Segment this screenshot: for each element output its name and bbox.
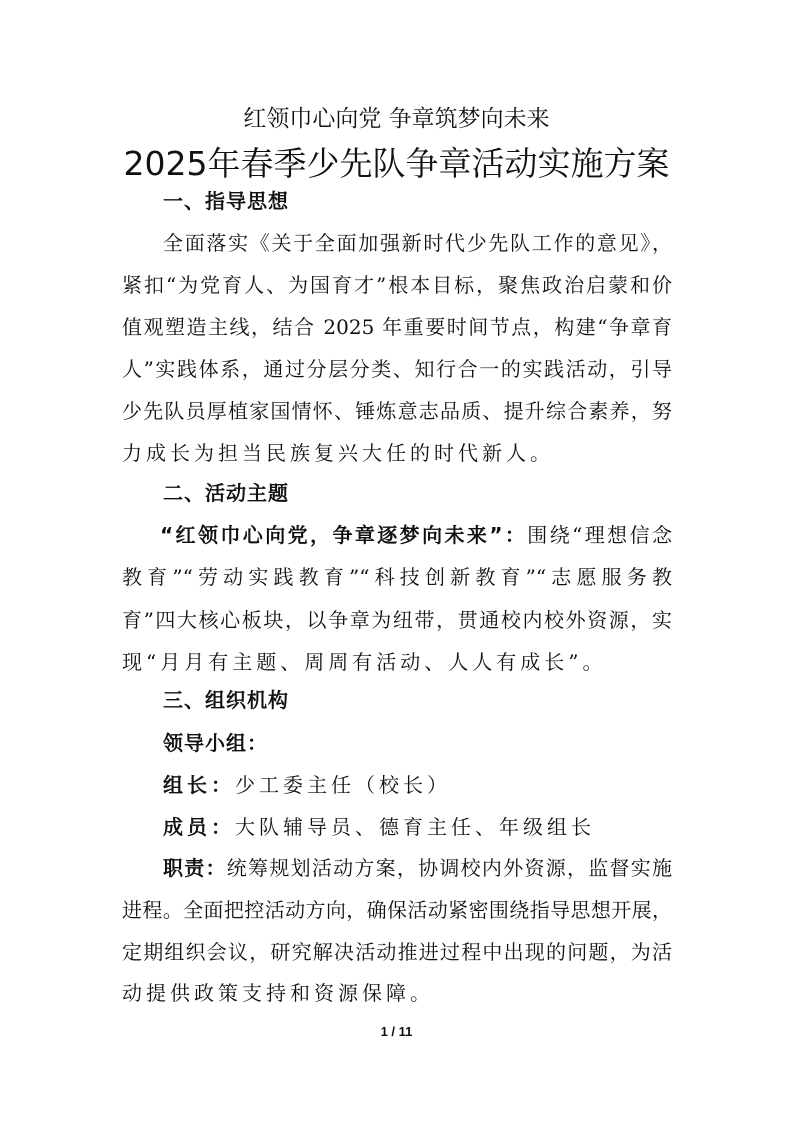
duty-text: 统筹规划活动方案，协调校内外资源，监督实施 <box>226 856 673 880</box>
members-value: 大队辅导员、德育主任、年级组长 <box>235 815 595 839</box>
duty-label: 职责： <box>163 856 227 880</box>
section-heading-1: 一、指导思想 <box>163 189 289 213</box>
duty-line <box>163 853 672 883</box>
paragraph-line: 育”四大核心板块，以争章为纽带，贯通校内校外资源，实 <box>122 608 672 632</box>
paragraph-line: 值观塑造主线，结合 2025 年重要时间节点，构建“争章育 <box>122 315 672 339</box>
page-number: 1 / 11 <box>380 1024 413 1039</box>
paragraph-line: 动提供政策支持和资源保障。 <box>122 981 434 1005</box>
paragraph-line: 全面落实《关于全面加强新时代少先队工作的意见》， <box>163 231 672 255</box>
leader-line <box>163 770 672 800</box>
leader-label: 组长： <box>163 773 235 797</box>
paragraph-line: 进程。全面把控活动方向，确保活动紧密围绕指导思想开展， <box>122 898 672 922</box>
members-line <box>163 812 672 842</box>
theme-line <box>160 520 672 550</box>
theme-text: 围绕“理想信念 <box>527 523 672 547</box>
section-heading-2: 二、活动主题 <box>163 481 289 505</box>
paragraph-line: 现“月月有主题、周周有活动、人人有成长”。 <box>122 650 607 674</box>
paragraph-line: 少先队员厚植家国情怀、锤炼意志品质、提升综合素养，努 <box>122 399 672 423</box>
document-subtitle: 红领巾心向党 争章筑梦向未来 <box>243 106 550 132</box>
section-heading-3: 三、组织机构 <box>163 688 289 712</box>
paragraph-line: 教育”“劳动实践教育”“科技创新教育”“志愿服务教 <box>122 565 672 589</box>
leader-value: 少工委主任（校长） <box>235 773 451 797</box>
paragraph-line: 定期组织会议，研究解决活动推进过程中出现的问题，为活 <box>122 940 672 964</box>
leadership-group-heading: 领导小组： <box>163 731 268 755</box>
document-title: 2025年春季少先队争章活动实施方案 <box>123 144 670 183</box>
paragraph-line: 人”实践体系，通过分层分类、知行合一的实践活动，引导 <box>122 357 672 381</box>
theme-slogan: “红领巾心向党，争章逐梦向未来”： <box>160 523 528 547</box>
members-label: 成员： <box>163 815 235 839</box>
paragraph-line: 力成长为担当民族复兴大任的时代新人。 <box>122 441 554 465</box>
paragraph-line: 紧扣“为党育人、为国育才”根本目标，聚焦政治启蒙和价 <box>122 273 672 297</box>
